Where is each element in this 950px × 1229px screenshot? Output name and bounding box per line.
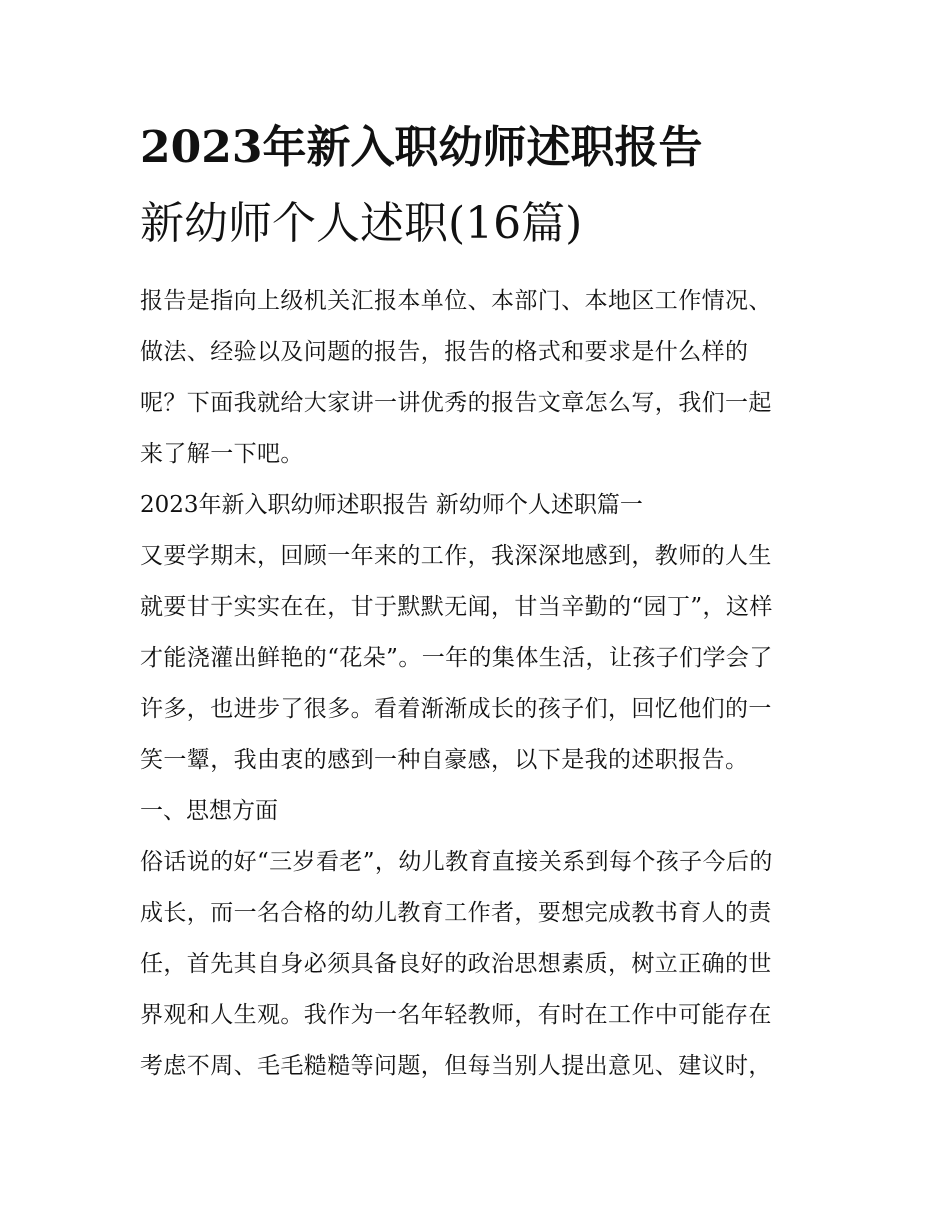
heading-line: 一、思想方面: [140, 798, 278, 824]
text-line: 笑一颦，我由衷的感到一种自豪感，以下是我的述职报告。: [140, 747, 749, 773]
section-heading: [140, 480, 815, 531]
intro-paragraph: [140, 276, 815, 480]
document-title: 2023年新入职幼师述职报告: [140, 122, 703, 173]
text-line: 成长，而一名合格的幼儿教育工作者，要想完成教书育人的责: [140, 900, 772, 926]
text-line: 报告是指向上级机关汇报本单位、本部门、本地区工作情况、: [140, 288, 772, 314]
text-line: 俗话说的好“三岁看老”，幼儿教育直接关系到每个孩子今后的: [140, 849, 773, 875]
section-heading: [140, 786, 815, 837]
text-line: 就要甘于实实在在，甘于默默无闻，甘当辛勤的“园丁”，这样: [140, 594, 773, 620]
heading-line: 2023年新入职幼师述职报告 新幼师个人述职篇一: [140, 492, 643, 518]
text-line: 许多，也进步了很多。看着渐渐成长的孩子们，回忆他们的一: [140, 696, 772, 722]
text-line: 又要学期末，回顾一年来的工作，我深深地感到，教师的人生: [140, 543, 772, 569]
text-line: 才能浇灌出鲜艳的“花朵”。一年的集体生活，让孩子们学会了: [140, 645, 773, 671]
document-subtitle: 新幼师个人述职(16篇): [140, 198, 583, 249]
text-line: 任，首先其自身必须具备良好的政治思想素质，树立正确的世: [140, 951, 772, 977]
document-body: [140, 276, 815, 1092]
text-line: 呢？下面我就给大家讲一讲优秀的报告文章怎么写，我们一起: [140, 390, 772, 416]
body-paragraph: [140, 531, 815, 786]
text-line: 考虑不周、毛毛糙糙等问题，但每当别人提出意见、建议时，: [140, 1053, 772, 1079]
text-line: 来了解一下吧。: [140, 441, 304, 467]
text-line: 做法、经验以及问题的报告，报告的格式和要求是什么样的: [140, 339, 749, 365]
body-paragraph: [140, 837, 815, 1092]
text-line: 界观和人生观。我作为一名年轻教师，有时在工作中可能存在: [140, 1002, 772, 1028]
